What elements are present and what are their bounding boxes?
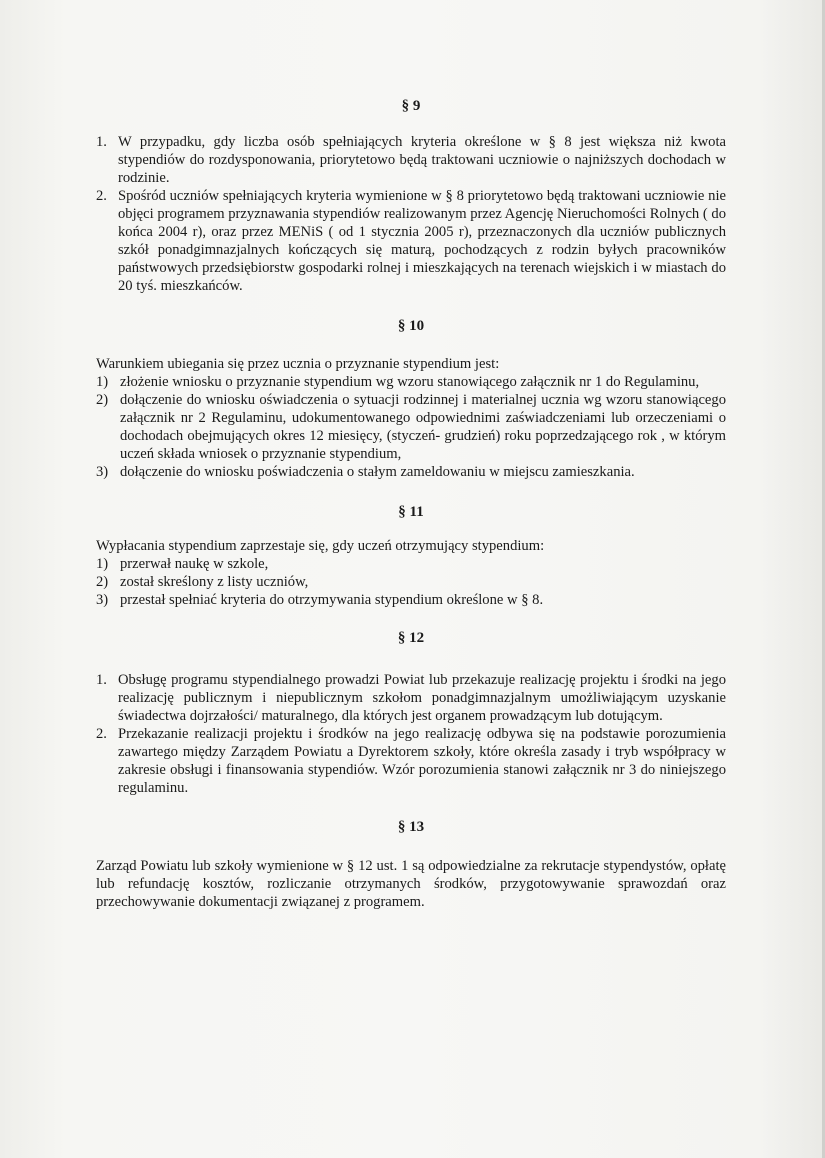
- section-11-list: [96, 555, 726, 609]
- item-text: Spośród uczniów spełniających kryteria wymienione w § 8 priorytetowo będą traktowani uczniowie nie objęci programem przyznawania stypendiów realizowanym przez Agencję Nieruchomości Rolnych ( do końca 2004 r), oraz przez MENiS ( od 1 stycznia 2005 r), przeznaczonych dla uczniów publicznych szkół ponadgimnazjalnych kończących się maturą, pochodzących z rodzin byłych pracowników państwowych przedsiębiorstw gospodarki rolnej i mieszkających na terenach wiejskich i w miastach do 20 tyś. mieszkańców.: [118, 188, 726, 294]
- list-item: [96, 573, 726, 591]
- item-number: 1.: [96, 134, 107, 150]
- list-item: [96, 591, 726, 609]
- section-12: [96, 629, 726, 797]
- item-number: 2): [96, 574, 109, 590]
- item-number: 3): [96, 464, 109, 480]
- item-text: dołączenie do wniosku oświadczenia o sytuacji rodzinnej i materialnej ucznia wg wzoru stanowiącego załącznik nr 2 Regulaminu, udokumentowanego odpowiednimi zaświadczeniami lub orzeczeniami o dochodach obejmujących okres 12 miesięcy, (styczeń- grudzień) roku poprzedzającego rok , w którym uczeń składa wniosek o przyznanie stypendium,: [120, 392, 726, 462]
- section-10: [96, 317, 726, 481]
- list-item: [96, 373, 726, 391]
- list-item: [96, 725, 726, 797]
- section-10-list: [96, 373, 726, 481]
- item-text: Obsługę programu stypendialnego prowadzi Powiat lub przekazuje realizację projektu i środki na jego realizację publicznym i niepublicznym szkołom ponadgimnazjalnym umożliwiającym uzyskanie świadectwa dojrzałości/ maturalnego, dla których jest organem prowadzącym lub dotującym.: [118, 672, 726, 724]
- item-text: Przekazanie realizacji projektu i środków na jego realizację odbywa się na podstawie porozumienia zawartego między Zarządem Powiatu a Dyrektorem szkoły, które określa zasady i tryb współpracy w zakresie obsługi i finansowania stypendiów. Wzór porozumienia stanowi załącznik nr 3 do niniejszego regulaminu.: [118, 726, 726, 796]
- list-item: [96, 133, 726, 187]
- item-number: 1.: [96, 672, 107, 688]
- item-number: 2.: [96, 726, 107, 742]
- item-number: 2.: [96, 188, 107, 204]
- section-10-title: § 10: [397, 318, 425, 334]
- list-item: [96, 555, 726, 573]
- item-text: W przypadku, gdy liczba osób spełniających kryteria określone w § 8 jest większa niż kwota stypendiów do rozdysponowania, priorytetowo będą traktowani uczniowie o najniższych dochodach w rodzinie.: [118, 134, 726, 186]
- section-13-text: Zarząd Powiatu lub szkoły wymienione w § 12 ust. 1 są odpowiedzialne za rekrutacje stypendystów, opłatę lub refundację kosztów, rozliczanie otrzymanych środków, przygotowywanie sprawozdań oraz przechowywanie dokumentacji związanej z programem.: [96, 858, 726, 910]
- list-item: [96, 671, 726, 725]
- section-9: [96, 97, 726, 295]
- item-text: dołączenie do wniosku poświadczenia o stałym zameldowaniu w miejscu zamieszkania.: [120, 464, 635, 480]
- section-12-title: § 12: [397, 630, 425, 646]
- document-body: [96, 97, 726, 911]
- item-number: 2): [96, 392, 109, 408]
- section-11-intro: Wypłacania stypendium zaprzestaje się, gdy uczeń otrzymujący stypendium:: [96, 538, 545, 554]
- item-text: przerwał naukę w szkole,: [120, 556, 269, 572]
- item-text: został skreślony z listy uczniów,: [120, 574, 309, 590]
- section-9-list: [96, 133, 726, 295]
- item-number: 3): [96, 592, 109, 608]
- list-item: [96, 391, 726, 463]
- section-13-title: § 13: [397, 819, 425, 835]
- item-text: przestał spełniać kryteria do otrzymywania stypendium określone w § 8.: [120, 592, 544, 608]
- section-12-list: [96, 671, 726, 797]
- item-number: 1): [96, 556, 109, 572]
- section-11-title: § 11: [398, 504, 424, 520]
- list-item: [96, 187, 726, 295]
- section-10-intro: Warunkiem ubiegania się przez ucznia o przyznanie stypendium jest:: [96, 356, 500, 372]
- list-item: [96, 463, 726, 481]
- section-11: [96, 503, 726, 609]
- item-number: 1): [96, 374, 109, 390]
- item-text: złożenie wniosku o przyznanie stypendium wg wzoru stanowiącego załącznik nr 1 do Regulaminu,: [120, 374, 700, 390]
- section-9-title: § 9: [401, 98, 421, 114]
- section-13: [96, 818, 726, 911]
